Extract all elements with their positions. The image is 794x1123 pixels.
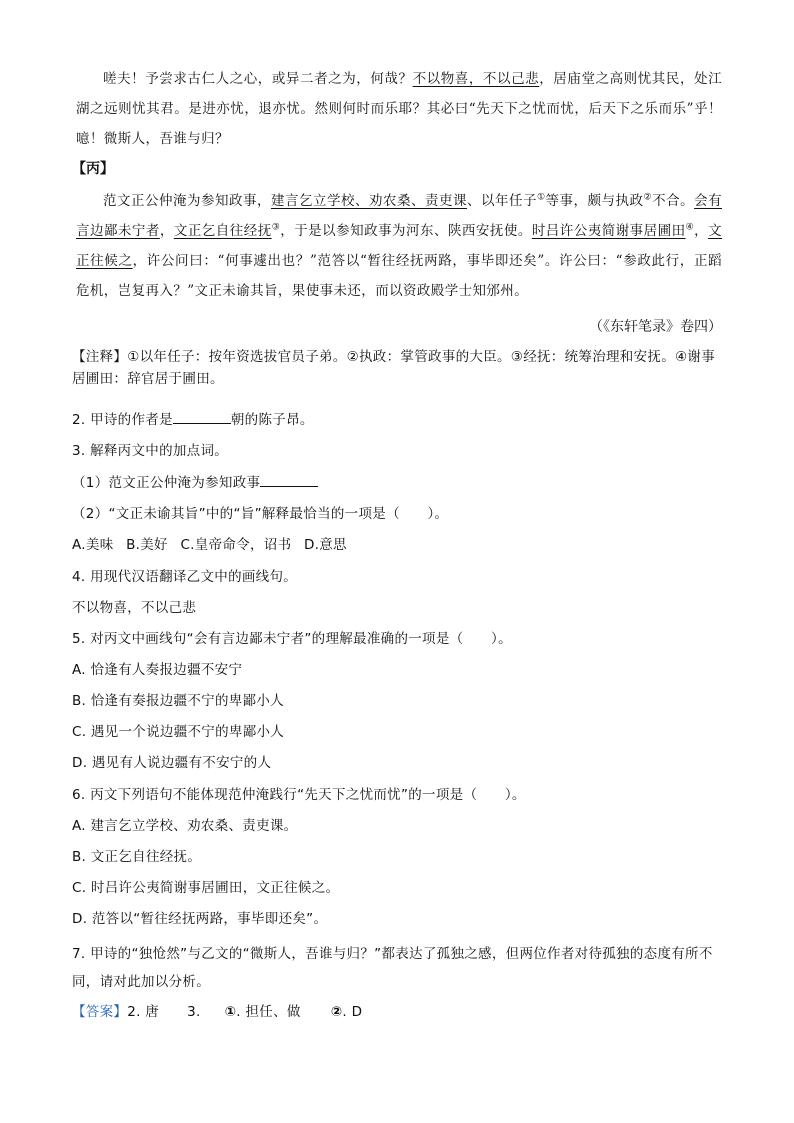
bing-text: 、以年任子 [466,193,537,209]
answer-2: 2. 唐 [127,1004,160,1020]
question-6-option-a: A. 建言乞立学校、劝农桑、责吏课。 [72,818,298,834]
answer-3-label: 3. [187,1004,201,1020]
bing-text: 不合。 [652,193,695,209]
source-citation: （《东轩笔录》卷四） [589,319,722,335]
question-4-title: 4. 用现代汉语翻译乙文中的画线句。 [72,569,298,585]
notes: 【注释】①以年任子：按年资选拔官员子弟。②执政：掌管政事的大臣。③经抚：统筹治理和安抚。④谢事居圃田：辞官居于圃田。 [72,349,716,387]
question-7: 7. 甲诗的“独怆然”与乙文的“微斯人，吾谁与归？”都表达了孤独之感，但两位作者对待孤独的态度有所不同，请对此加以分析。 [72,946,713,990]
question-5-title: 5. 对丙文中画线句“会有言边鄙未宁者”的理解最准确的一项是（ ）。 [72,631,512,647]
question-2-text-end: 朝的陈子昂。 [230,412,314,428]
answer-blank[interactable] [260,472,318,487]
answer-3-2: . D [342,1004,363,1020]
question-3-sub-2: （2）“文正未谕其旨”中的“旨”解释最恰当的一项是（ ）。 [72,506,449,522]
question-5-option-c: C. 遇见一个说边疆不宁的卑鄙小人 [72,724,285,740]
bing-text: ，许公问曰：“何事遽出也？”范答以“暂往经抚两路，事毕即还矣”。许公曰：“参政此行，正蹈危机，岂复再入？”文正未谕其旨，果使事未还，而以资政殿学士知邠州。 [76,253,722,299]
option-a: A.美味 [72,537,114,553]
bing-underlined: 建言乞立学校、劝农桑、责吏课 [270,193,467,209]
question-2-text: 2. 甲诗的作者是 [72,412,173,428]
bing-underlined: 时吕许公夷简谢事居圃田 [531,223,686,239]
passage-yi-text-1: 嗟夫！予尝求古仁人之心，或异二者之为，何哉？ [103,71,413,87]
question-3-sub-1-text: （1）范文正公仲淹为参知政事 [72,475,261,491]
passage-yi [76,64,722,154]
question-5-option-b: B. 恰逢有奏报边疆不宁的卑鄙小人 [72,693,284,709]
answer-tag: 【答案】 [72,1004,128,1020]
question-2 [72,409,724,431]
question-6-option-c: C. 时吕许公夷简谢事居圃田，文正往候之。 [72,880,340,896]
note-marker: ④ [685,222,695,233]
question-4-line: 不以物喜，不以己悲 [72,600,197,616]
question-5-option-a: A. 恰逢有人奏报边疆不安宁 [72,662,243,678]
question-5-option-d: D. 遇见有人说边疆有不安宁的人 [72,755,272,771]
question-6-option-b: B. 文正乞自往经抚。 [72,849,202,865]
bing-text: ， [694,223,709,239]
bing-text: 等事，颇与执政 [545,193,644,209]
answer-3-marker-2: ② [330,1004,343,1020]
question-3-sub-1 [72,472,724,494]
option-b: B.美好 [126,537,168,553]
section-bing-label: 【丙】 [72,161,114,177]
option-c: C.皇帝命令，诏书 [180,537,292,553]
passage-yi-text-2: ，居庙堂之高则忧其民，处江湖之远则忧其君。是进亦忧，退亦忧。然则何时而乐耶？其必曰“先天下之忧而忧，后天下之乐而乐”乎！噫！微斯人，吾谁与归？ [76,71,722,147]
question-3-options [72,534,724,556]
question-6-title: 6. 丙文下列语句不能体现范仲淹践行“先天下之忧而忧”的一项是（ ）。 [72,787,526,803]
bing-text: 范文正公仲淹为参知政事， [103,193,271,209]
question-3-title: 3. 解释丙文中的加点词。 [72,443,229,459]
bing-text: ， [159,223,174,239]
note-marker: ② [643,192,653,203]
bing-underlined: 文正乞自往经抚 [173,223,272,239]
answer-3-marker-1: ① [224,1004,237,1020]
bing-underlined: 文正往候之 [76,223,722,269]
passage-yi-underlined: 不以物喜，不以己悲 [412,71,540,87]
option-d: D.意思 [303,537,347,553]
answer-blank[interactable] [173,409,231,424]
note-marker: ① [536,192,546,203]
answer-section [72,1001,724,1023]
note-marker: ③ [271,222,281,233]
bing-underlined: 会有言边鄙未宁者 [76,193,723,239]
bing-text: ，于是以参知政事为河东、陕西安抚使。 [280,223,532,239]
answer-3-1: . 担任、做 [236,1004,301,1020]
passage-bing [76,186,722,306]
question-6-option-d: D. 范答以“暂往经抚两路，事毕即还矣”。 [72,911,328,927]
